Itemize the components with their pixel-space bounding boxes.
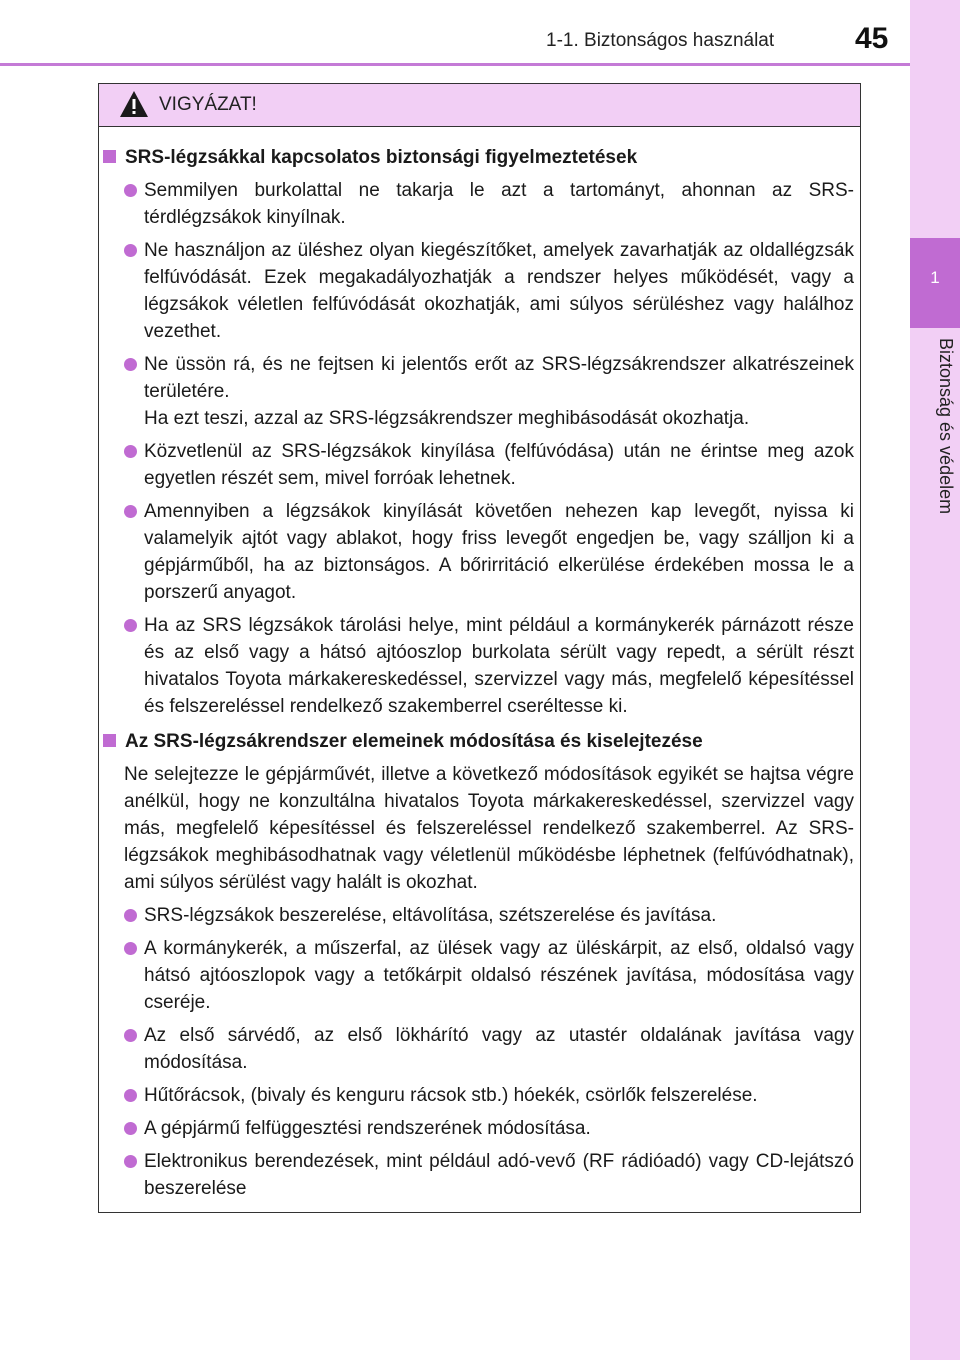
chapter-label: Biztonság és védelem	[936, 338, 956, 515]
page-number: 45	[855, 22, 889, 55]
bullet-dot-icon	[124, 1122, 137, 1135]
section-srs-safety	[99, 144, 854, 720]
list-item: SRS-légzsákok beszerelése, eltávolítása, szétszerelése és javítása.	[99, 902, 854, 929]
list-item: A kormánykerék, a műszerfal, az ülések vagy az üléskárpit, az első, oldalsó vagy hátsó ajtóoszlopok vagy a tetőkárpit oldalsó részének javítása, módosítása vagy cseréje.	[99, 935, 854, 1016]
header-divider	[0, 63, 910, 66]
caution-body	[99, 144, 862, 1210]
bullet-dot-icon	[124, 909, 137, 922]
list-item: Amennyiben a légzsákok kinyílását követően nehezen kap levegőt, nyissa ki valamelyik ajtót vagy ablakot, hogy friss levegőt engedjen be, vagy szálljon ki a gépjárműből, ha az biztonságos. A bőrirritáció elkerülése érdekében mossa le a porszerű anyagot.	[99, 498, 854, 606]
list-item: Hűtőrácsok, (bivaly és kenguru rácsok stb.) hóekék, csörlők felszerelése.	[99, 1082, 854, 1109]
section-intro: Ne selejtezze le gépjárművét, illetve a következő módosítások egyikét se hajtsa végre anélkül, hogy ne konzultálna hivatalos Toyota márkakereskedéssel, szervizzel vagy más, megfelelő képesítéssel és felszereléssel rendelkező szakemberrel. Az SRS-légzsákok meghibásodhatnak vagy véletlenül működésbe léphetnek (felfúvódhatnak), ami súlyos sérülést vagy halált is okozhat.	[124, 764, 854, 893]
chapter-side-tab	[910, 0, 960, 1360]
bullet-dot-icon	[124, 942, 137, 955]
bullet-dot-icon	[124, 619, 137, 632]
list-item: Ne üssön rá, és ne fejtsen ki jelentős erőt az SRS-légzsákrendszer alkatrészeinek területére. Ha ezt teszi, azzal az SRS-légzsákrendszer meghibásodását okozhatja.	[99, 351, 854, 432]
caution-box	[98, 83, 861, 1213]
list-item: Semmilyen burkolattal ne takarja le azt a tartományt, ahonnan az SRS-térdlégzsákok kinyílnak.	[99, 177, 854, 231]
list-item: Ne használjon az üléshez olyan kiegészítőket, amelyek zavarhatják az oldallégzsák felfúvódását. Ezek megakadályozhatják a rendszer helyes működését, vagy a légzsákok véletlen felfúvódását okozhatják, ami súlyos sérüléshez vagy halálhoz vezethet.	[99, 237, 854, 345]
bullet-dot-icon	[124, 505, 137, 518]
bullet-dot-icon	[124, 1089, 137, 1102]
bullet-dot-icon	[124, 1155, 137, 1168]
chapter-number: 1	[930, 268, 940, 287]
section-title: SRS-légzsákkal kapcsolatos biztonsági figyelmeztetések	[99, 144, 854, 171]
section-header-title: 1-1. Biztonságos használat	[546, 30, 775, 51]
section-srs-modification	[99, 728, 854, 1202]
bullet-dot-icon	[124, 445, 137, 458]
list-item: Elektronikus berendezések, mint például adó-vevő (RF rádióadó) vagy CD-lejátszó beszerelése	[99, 1148, 854, 1202]
bullet-dot-icon	[124, 1029, 137, 1042]
list-item: Ha az SRS légzsákok tárolási helye, mint például a kormánykerék párnázott része és az első vagy a hátsó ajtóoszlop burkolata sérült vagy repedt, a sérült részt hivatalos Toyota márkakereskedéssel, szervizzel vagy más, megfelelő képesítéssel és felszereléssel rendelkező szakemberrel cseréltesse ki.	[99, 612, 854, 720]
section-title: Az SRS-légzsákrendszer elemeinek módosítása és kiselejtezése	[99, 728, 854, 755]
warning-triangle-icon	[119, 90, 149, 118]
caution-header	[99, 84, 860, 127]
list-item: Közvetlenül az SRS-légzsákok kinyílása (felfúvódása) után ne érintse meg azok egyetlen részét sem, mivel forróak lehetnek.	[99, 438, 854, 492]
bullet-dot-icon	[124, 184, 137, 197]
caution-title: VIGYÁZAT!	[159, 94, 257, 115]
list-item: A gépjármű felfüggesztési rendszerének módosítása.	[99, 1115, 854, 1142]
bullet-extra-line: Ha ezt teszi, azzal az SRS-légzsákrendszer meghibásodását okozhatja.	[144, 408, 750, 429]
bullet-dot-icon	[124, 358, 137, 371]
bullet-dot-icon	[124, 244, 137, 257]
list-item: Az első sárvédő, az első lökhárító vagy az utastér oldalának javítása vagy módosítása.	[99, 1022, 854, 1076]
